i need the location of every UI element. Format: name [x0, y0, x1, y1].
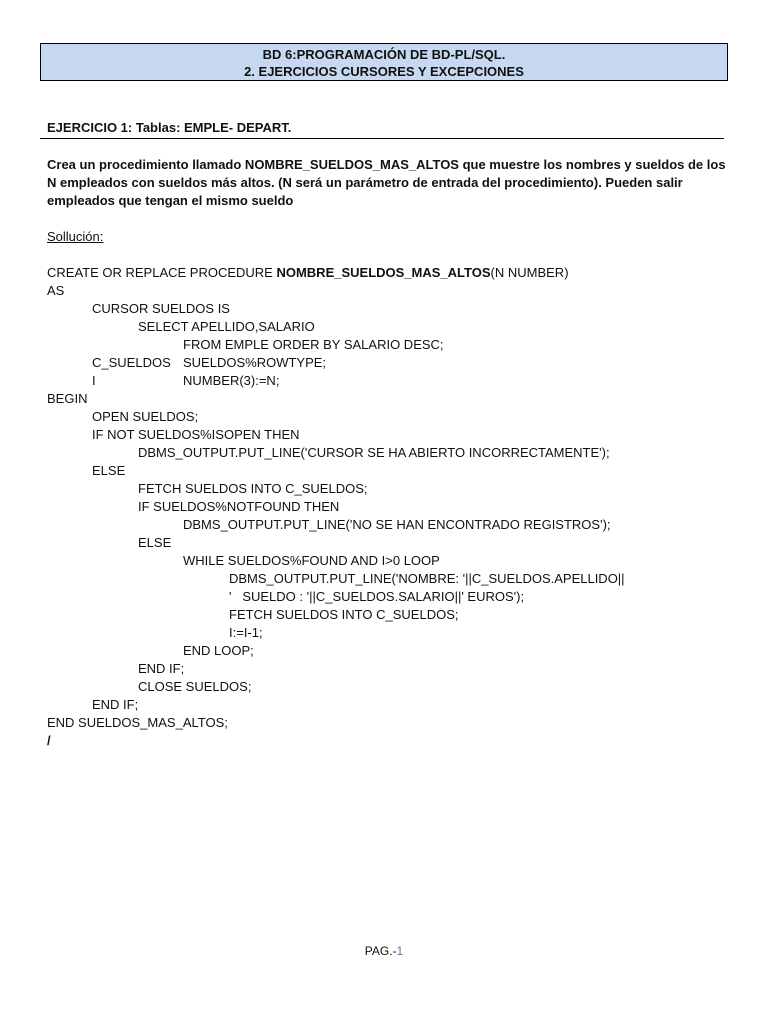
code-line: ELSE: [92, 463, 126, 478]
page-label: PAG.-: [364, 944, 397, 958]
code-variable: C_SUELDOS: [92, 355, 171, 370]
code-line: [47, 372, 625, 390]
header-title: BD 6:PROGRAMACIÓN DE BD-PL/SQL.: [262, 47, 506, 62]
code-line: IF SUELDOS%NOTFOUND THEN: [138, 499, 340, 514]
code-type: SUELDOS%ROWTYPE;: [183, 355, 327, 370]
code-line: DBMS_OUTPUT.PUT_LINE('CURSOR SE HA ABIERTO INCORRECTAMENTE');: [138, 445, 610, 460]
code-line: BEGIN: [47, 391, 88, 406]
exercise-title: EJERCICIO 1: Tablas: EMPLE- DEPART.: [47, 120, 292, 135]
code-line: CLOSE SUELDOS;: [138, 679, 252, 694]
code-line: WHILE SUELDOS%FOUND AND I>0 LOOP: [183, 553, 440, 568]
code-variable: I: [92, 373, 96, 388]
code-line: CURSOR SUELDOS IS: [92, 301, 230, 316]
code-line: [47, 354, 625, 372]
code-line: FETCH SUELDOS INTO C_SUELDOS;: [229, 607, 459, 622]
code-line: END LOOP;: [183, 643, 254, 658]
code-line: END IF;: [92, 697, 139, 712]
procedure-name: NOMBRE_SUELDOS_MAS_ALTOS: [276, 265, 491, 280]
code-text: CREATE OR REPLACE PROCEDURE: [47, 265, 277, 280]
exercise-statement: Crea un procedimiento llamado NOMBRE_SUELDOS_MAS_ALTOS que muestre los nombres y sueldos de los N empleados con sueldos más altos. (N será un parámetro de entrada del procedimiento). Pueden salir empleados que tengan el mismo sueldo: [47, 157, 726, 208]
code-line: I:=I-1;: [229, 625, 263, 640]
document-header: [40, 43, 728, 81]
code-text: (N NUMBER): [490, 265, 569, 280]
code-line: END SUELDOS_MAS_ALTOS;: [47, 715, 228, 730]
section-divider: [40, 138, 724, 139]
code-line: AS: [47, 283, 65, 298]
header-subtitle: 2. EJERCICIOS CURSORES Y EXCEPCIONES: [244, 64, 524, 79]
code-line: /: [47, 733, 51, 748]
code-line: END IF;: [138, 661, 185, 676]
code-line: ' SUELDO : '||C_SUELDOS.SALARIO||' EUROS');: [229, 589, 525, 604]
code-line: IF NOT SUELDOS%ISOPEN THEN: [92, 427, 300, 442]
page-number: 1: [396, 944, 404, 958]
code-line: DBMS_OUTPUT.PUT_LINE('NOMBRE: '||C_SUELDOS.APELLIDO||: [229, 571, 625, 586]
code-line: [47, 264, 625, 282]
code-line: DBMS_OUTPUT.PUT_LINE('NO SE HAN ENCONTRADO REGISTROS');: [183, 517, 611, 532]
code-line: ELSE: [138, 535, 172, 550]
page-footer: [0, 943, 768, 959]
code-line: OPEN SUELDOS;: [92, 409, 199, 424]
solution-label: Sollución:: [47, 229, 104, 244]
code-type: NUMBER(3):=N;: [183, 373, 280, 388]
code-line: FROM EMPLE ORDER BY SALARIO DESC;: [183, 337, 444, 352]
code-block: [47, 264, 625, 750]
code-line: SELECT APELLIDO,SALARIO: [138, 319, 315, 334]
code-line: FETCH SUELDOS INTO C_SUELDOS;: [138, 481, 368, 496]
